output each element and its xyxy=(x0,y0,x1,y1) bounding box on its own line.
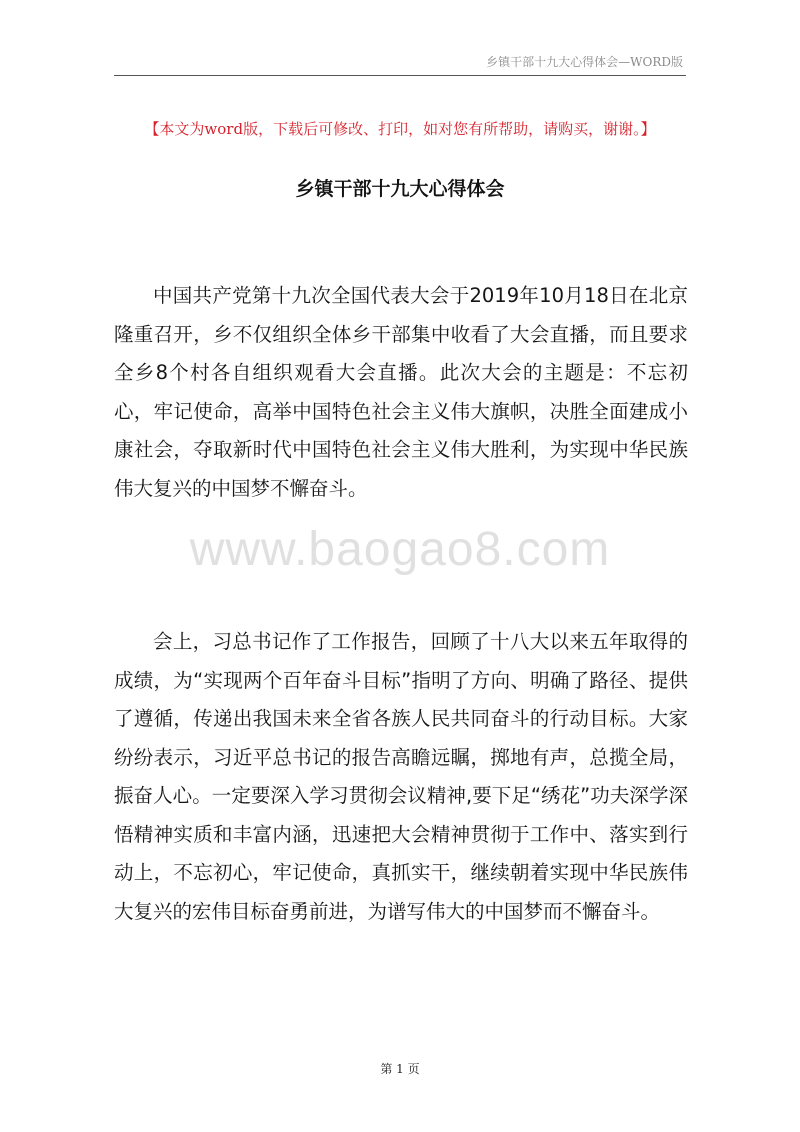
page-number: 第 1 页 xyxy=(380,1062,420,1076)
watermark: www.baogao8.com xyxy=(189,523,611,576)
header-divider xyxy=(114,75,686,76)
purchase-notice: 【本文为word版，下载后可修改、打印，如对您有所帮助，请购买，谢谢。】 xyxy=(144,120,656,138)
document-title: 乡镇干部十九大心得体会 xyxy=(295,178,505,200)
running-header: 乡镇干部十九大心得体会—WORD版 xyxy=(486,55,683,69)
body-paragraph-2: 会上，习总书记作了工作报告，回顾了十八大以来五年取得的成绩，为“实现两个百年奋斗目标”指明了方向、明确了路径、提供了遵循，传递出我国未来全省各族人民共同奋斗的行动目标。大家纷纷表示，习近平总书记的报告高瞻远瞩，掷地有声，总揽全局，振奋人心。一定要深入学习贯彻会议精神,要下足“绣花”功夫深学深悟精神实质和丰富内涵，迅速把大会精神贯彻于工作中、落实到行动上，不忘初心，牢记使命，真抓实干，继续朝着实现中华民族伟大复兴的宏伟目标奋勇前进，为谱写伟大的中国梦而不懈奋斗。 xyxy=(114,630,688,923)
body-paragraph-1: 中国共产党第十九次全国代表大会于2019年10月18日在北京隆重召开，乡不仅组织全体乡干部集中收看了大会直播，而且要求全乡8个村各自组织观看大会直播。此次大会的主题是：不忘初心，牢记使命，高举中国特色社会主义伟大旗帜，决胜全面建成小康社会，夺取新时代中国特色社会主义伟大胜利，为实现中华民族伟大复兴的中国梦不懈奋斗。 xyxy=(114,284,688,500)
